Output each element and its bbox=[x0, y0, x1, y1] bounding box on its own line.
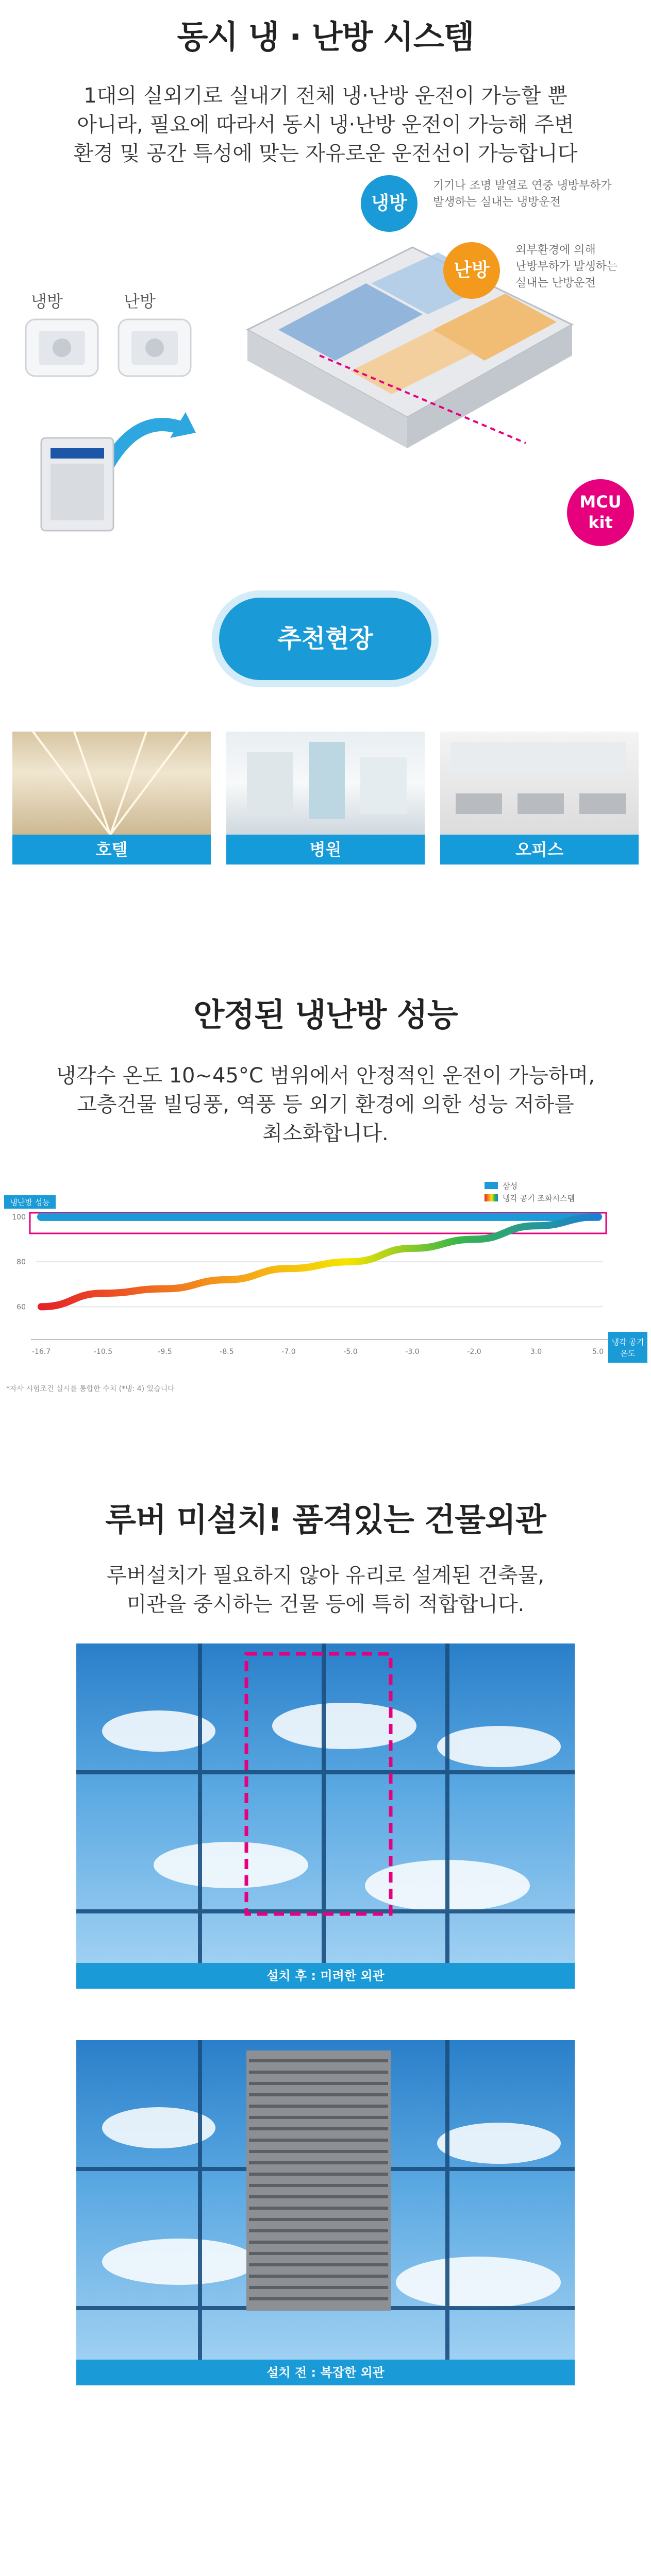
cool-badge: 냉방 bbox=[361, 175, 418, 232]
x-tick-label: -9.5 bbox=[158, 1348, 172, 1356]
x-tick-label: -10.5 bbox=[93, 1348, 113, 1356]
legend-samsung: 삼성 bbox=[503, 1181, 518, 1191]
y-tick-label: 100 bbox=[12, 1213, 26, 1222]
note-line: 실내는 난방운전 bbox=[515, 277, 596, 290]
note-line: 발생하는 실내는 냉방운전 bbox=[433, 196, 561, 209]
flow-arrow-icon bbox=[103, 425, 180, 474]
desc-line: 환경 및 공간 특성에 맞는 자유로운 운전선이 가능합니다 bbox=[73, 142, 578, 165]
heat-note bbox=[515, 242, 617, 292]
x-tick-label: 3.0 bbox=[530, 1348, 542, 1356]
cool-note bbox=[433, 178, 612, 211]
heat-unit-label: 난방 bbox=[124, 292, 156, 311]
chart-footnote: *자사 시험조건 실시를 통합한 수치 (*냉: 4) 있습니다 bbox=[6, 1385, 175, 1393]
section-simultaneous bbox=[0, 0, 651, 577]
section-performance bbox=[0, 866, 651, 1406]
before-install-caption: 설치 전 : 복잡한 외관 bbox=[76, 2360, 575, 2385]
x-tick-label: -16.7 bbox=[31, 1348, 51, 1356]
performance-chart bbox=[0, 1175, 651, 1401]
section1-title: 동시 냉 · 난방 시스템 bbox=[177, 18, 474, 56]
x-axis-label-2: 온도 bbox=[620, 1349, 636, 1358]
section-louver bbox=[0, 1406, 651, 2504]
office-photo bbox=[440, 732, 639, 835]
louver-block bbox=[246, 2050, 391, 2311]
after-install-caption: 설치 후 : 미려한 외관 bbox=[76, 1963, 575, 1989]
desc-line: 루버설치가 필요하지 않아 유리로 설계된 건축물, bbox=[106, 1564, 545, 1587]
legend-other-swatch bbox=[485, 1194, 498, 1201]
chart-grid bbox=[31, 1217, 608, 1340]
hospital-photo bbox=[226, 732, 425, 835]
section3-title: 루버 미설치! 품격있는 건물외관 bbox=[105, 1501, 546, 1538]
cool-cassette-icon bbox=[26, 319, 98, 376]
section3-desc bbox=[41, 1561, 610, 1619]
legend-samsung-swatch bbox=[485, 1182, 498, 1189]
section-design-flexibility bbox=[0, 2504, 651, 2576]
section2-desc bbox=[41, 1061, 610, 1148]
x-tick-label: -8.5 bbox=[220, 1348, 234, 1356]
mcu-kit-badge bbox=[567, 479, 634, 546]
section1-desc bbox=[41, 81, 610, 168]
x-tick-label: -7.0 bbox=[281, 1348, 296, 1356]
x-tick-label: -5.0 bbox=[343, 1348, 358, 1356]
note-line: 외부환경에 의해 bbox=[515, 244, 596, 257]
x-axis-label-1: 냉각 공기 bbox=[611, 1337, 644, 1347]
y-tick-label: 80 bbox=[16, 1258, 26, 1267]
desc-line: 아니라, 필요에 따라서 동시 냉·난방 운전이 가능해 주변 bbox=[77, 113, 574, 137]
office-caption: 오피스 bbox=[440, 835, 639, 865]
hospital-caption: 병원 bbox=[226, 835, 425, 865]
indoor-units-illustration bbox=[15, 309, 211, 546]
y-tick-label: 60 bbox=[16, 1303, 26, 1312]
desc-line: 1대의 실외기로 실내기 전체 냉·난방 운전이 가능할 뿐 bbox=[84, 84, 567, 108]
y-axis-label: 냉난방 성능 bbox=[10, 1198, 50, 1207]
x-tick-label: -3.0 bbox=[405, 1348, 420, 1356]
desc-line: 냉각수 온도 10~45°C 범위에서 안정적인 운전이 가능하며, bbox=[56, 1064, 595, 1088]
heat-badge: 난방 bbox=[443, 242, 500, 299]
heat-cassette-icon bbox=[119, 319, 191, 376]
x-tick-label: 5.0 bbox=[592, 1348, 604, 1356]
legend-other: 냉각 공기 조화시스템 bbox=[503, 1194, 575, 1203]
hotel-photo bbox=[12, 732, 211, 835]
desc-line: 고층건물 빌딩풍, 역풍 등 외기 환경에 의한 성능 저하를 bbox=[77, 1093, 574, 1116]
note-line: 난방부하가 발생하는 bbox=[515, 260, 618, 273]
section2-title: 안정된 냉난방 성능 bbox=[193, 996, 458, 1033]
x-tick-label: -2.0 bbox=[467, 1348, 481, 1356]
after-install-photo bbox=[76, 1643, 575, 1963]
recommended-pill: 추천현장 bbox=[219, 598, 431, 680]
mcu-line: kit bbox=[588, 513, 613, 532]
section-recommended bbox=[0, 577, 651, 866]
chart-ticks bbox=[12, 1213, 604, 1356]
section4-title bbox=[0, 2571, 651, 2576]
hotel-caption: 호텔 bbox=[12, 835, 211, 865]
note-line: 기기나 조명 발열로 연중 냉방부하가 bbox=[433, 179, 612, 192]
mcu-line: MCU bbox=[579, 492, 622, 512]
outdoor-unit-icon bbox=[41, 438, 113, 531]
desc-line: 최소화합니다. bbox=[262, 1122, 389, 1145]
x-axis-label-bg bbox=[608, 1332, 647, 1363]
desc-line: 미관을 중시하는 건물 등에 특히 적합합니다. bbox=[126, 1592, 525, 1616]
before-install-photo bbox=[76, 2040, 575, 2360]
cool-unit-label: 냉방 bbox=[31, 292, 63, 311]
